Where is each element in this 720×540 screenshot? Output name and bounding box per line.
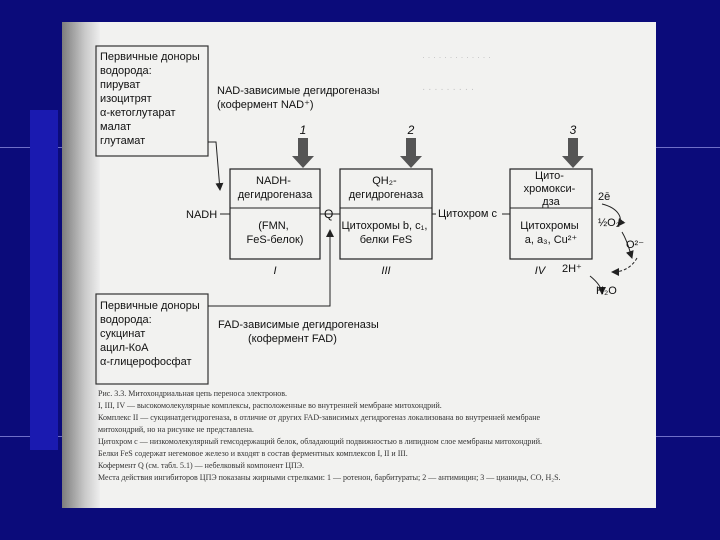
q-label: Q bbox=[324, 207, 334, 221]
complex-1-cofactors: (FMN, FeS-белок) bbox=[246, 220, 304, 246]
nad-note: NAD-зависимые дегидрогеназы (кофермент NAD⁺) bbox=[217, 85, 380, 111]
inhibitor-arrow-3 bbox=[562, 138, 584, 168]
ghost-text: · · · · · · · · · · · · · bbox=[422, 52, 491, 62]
ghost-text: · · · · · · · · · bbox=[422, 84, 475, 95]
left-accent-bar bbox=[30, 110, 58, 450]
complex-3-name: QH₂- дегидрогеназа bbox=[348, 175, 424, 201]
inhibitor-number-2: 2 bbox=[407, 123, 415, 137]
complex-1-name: NADH- дегидрогеназа bbox=[237, 175, 313, 201]
nad-donors-arrow bbox=[208, 142, 220, 190]
nadh-label: NADH bbox=[186, 209, 218, 221]
oxide-to-water-arrow bbox=[612, 258, 637, 272]
inhibitor-arrow-1 bbox=[292, 138, 314, 168]
fad-note: FAD-зависимые дегидрогеназы (кофермент FAD) bbox=[218, 319, 379, 345]
two-electrons-label: 2ē bbox=[598, 191, 611, 203]
nad-donors-text: Первичные доноры водорода: пируват изоцитрят α-кетоглутарат малат глутамат bbox=[100, 51, 200, 147]
scanned-figure bbox=[62, 22, 656, 508]
figure-caption: Рис. 3.3. Митохондриальная цепь переноса электронов. I, III, IV — высокомолекулярные комплексы, расположенные во внутренней мембране митохондрий. Комплекс II — сукцинатдегидрогеназа, в отличие от других FAD-зависимых дегидрогеназ локализована во внутренней мембране митохондрий, но на рисунке не представлена. Цитохром c — низкомолекулярный гемсодержащий белок, обладающий подвижностью в липидном слое мембраны митохондрий. Белки FeS содержат негемовое железо и входят в состав ферментных комплексов I, II и III. Кофермент Q (см. табл. 5.1) — небелковый компонент ЦПЭ. Места действия ингибиторов ЦПЭ показаны жирными стрелками: 1 — ротенон, барбитураты; 2 — антимицин; 3 — цианиды, CO, H₂S. bbox=[98, 389, 561, 482]
cyt-c-label: Цитохром c bbox=[438, 208, 498, 220]
complex-3-cofactors: Цитохромы b, c₁, белки FeS bbox=[341, 220, 428, 246]
inhibitor-number-1: 1 bbox=[299, 123, 307, 137]
complex-3-roman: III bbox=[381, 265, 391, 277]
electron-transport-diagram bbox=[62, 22, 656, 508]
complex-4-roman: IV bbox=[534, 265, 546, 277]
two-protons-label: 2H⁺ bbox=[562, 263, 582, 275]
inhibitor-arrow-2 bbox=[400, 138, 422, 168]
oxide-ion-label: O²⁻ bbox=[626, 239, 645, 251]
half-o2-label: ½O₂ bbox=[598, 217, 620, 229]
water-label: H₂O bbox=[596, 285, 617, 297]
complex-4-cofactors: Цитохромы a, a₃, Cu²⁺ bbox=[520, 220, 579, 246]
fad-donors-text: Первичные доноры водорода: сукцинат ацил-КоА α-глицерофосфат bbox=[100, 300, 200, 368]
complex-4-name: Цито- хромокси- дза bbox=[523, 170, 576, 208]
complex-1-roman: I bbox=[273, 265, 277, 277]
inhibitor-number-3: 3 bbox=[569, 123, 577, 137]
